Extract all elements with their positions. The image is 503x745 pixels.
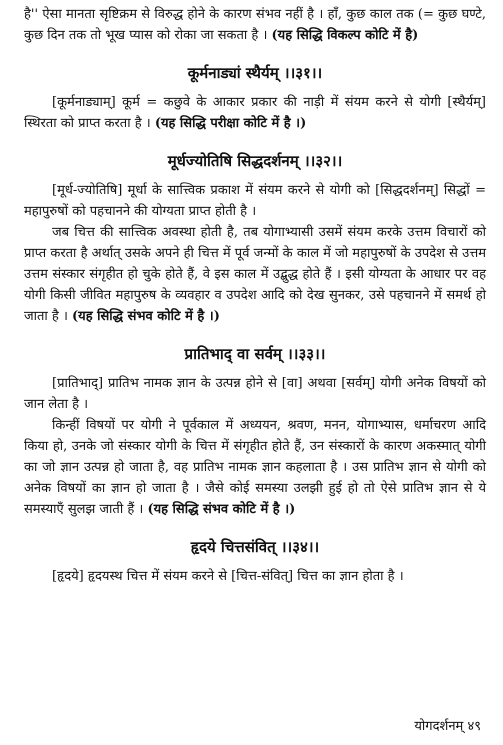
- sutra-heading: मूर्धज्योतिषि सिद्धदर्शनम् ।।३२।।: [167, 152, 343, 170]
- book-title: योगदर्शनम्: [414, 719, 464, 734]
- page-number: ४९: [467, 719, 481, 734]
- commentary-paragraph: [24, 373, 486, 415]
- classification-note: (यह सिद्धि संभव कोटि में है ।): [72, 309, 220, 324]
- commentary-paragraph: [24, 566, 486, 587]
- paragraph-text: [हृदये] हृदयस्थ चित्त में संयम करने से [चित्त-संवित्] चित्त का ज्ञान होता है ।: [52, 569, 404, 584]
- paragraph-text: [प्रातिभाद्] प्रातिभ नामक ज्ञान के उत्पन्न होने से [वा] अथवा [सर्वम्] योगी अनेक विषयों को जान लेता है ।: [24, 376, 486, 412]
- sutra-heading: कूर्मनाड्यां स्थैर्यम् ।।३१।।: [187, 64, 323, 82]
- commentary-paragraph: [24, 415, 486, 520]
- commentary-paragraph: [24, 92, 486, 134]
- sutra-heading: प्रातिभाद् वा सर्वम् ।।३३।।: [184, 345, 326, 363]
- intro-paragraph: [24, 4, 486, 46]
- page-footer: [414, 718, 481, 736]
- paragraph-text: जब चित्त की सात्त्विक अवस्था होती है, तब योगाभ्यासी उसमें संयम करके उत्तम विचारों को प्राप्त करता है अर्थात् उसके अपने ही चित्त में पूर्व जन्मों के काल में जो महापुरुषों के उपदेश से उत्तम उत्तम संस्कार संगृहीत हो चुके होते हैं, वे इस काल में उद्बुद्ध होते हैं । इसी योग्यता के आधार पर वह योगी किसी जीवित महापुरुष के व्यवहार व उपदेश आदि को देख सुनकर, उसे पहचानने में समर्थ हो जाता है ।: [24, 225, 486, 324]
- page-body: [24, 4, 486, 587]
- paragraph-text: [कूर्मनाड्याम्] कूर्म = कछुवे के आकार प्रकार की नाड़ी में संयम करने से योगी [स्थैर्यम्] स्थिरता को प्राप्त करता है ।: [24, 95, 486, 131]
- classification-note: (यह सिद्धि संभव कोटि में है ।): [147, 502, 296, 517]
- commentary-paragraph: [24, 222, 486, 327]
- paragraph-text: किन्हीं विषयों पर योगी ने पूर्वकाल में अध्ययन, श्रवण, मनन, योगाभ्यास, धर्माचरण आदि किया हो, उनके जो संस्कार योगी के चित्त में संगृहीत होते हैं, उन संस्कारों के कारण अकस्मात् योगी का जो ज्ञान उत्पन्न हो जाता है, वह प्रातिभ नामक ज्ञान कहलाता है । उस प्रातिभ ज्ञान से योगी को अनेक विषयों का ज्ञान हो जाता है । जैसे कोई समस्या उलझी हुई हो तो ऐसे प्रातिभ ज्ञान से ये समस्याएँ सुलझ जाती हैं ।: [24, 418, 486, 517]
- commentary-paragraph: [24, 180, 486, 222]
- paragraph-text: [मूर्ध-ज्योतिषि] मूर्धा के सात्त्विक प्रकाश में संयम करने से योगी को [सिद्धदर्शनम्] सिद्धों = महापुरुषों को पहचानने की योग्यता प्राप्त होती है ।: [24, 183, 486, 219]
- classification-note: (यह सिद्धि परीक्षा कोटि में है ।): [154, 116, 307, 131]
- sutra-heading: हृदये चित्तसंवित् ।।३४।।: [190, 538, 320, 556]
- classification-note: (यह सिद्धि विकल्प कोटि में है): [271, 28, 419, 43]
- paragraph-text: है'' ऐसा मानता सृष्टिक्रम से विरुद्ध होने के कारण संभव नहीं है । हाँ, कुछ काल तक (= कुछ घण्टे, कुछ दिन तक तो भूख प्यास को रोका जा सकता है ।: [24, 7, 486, 43]
